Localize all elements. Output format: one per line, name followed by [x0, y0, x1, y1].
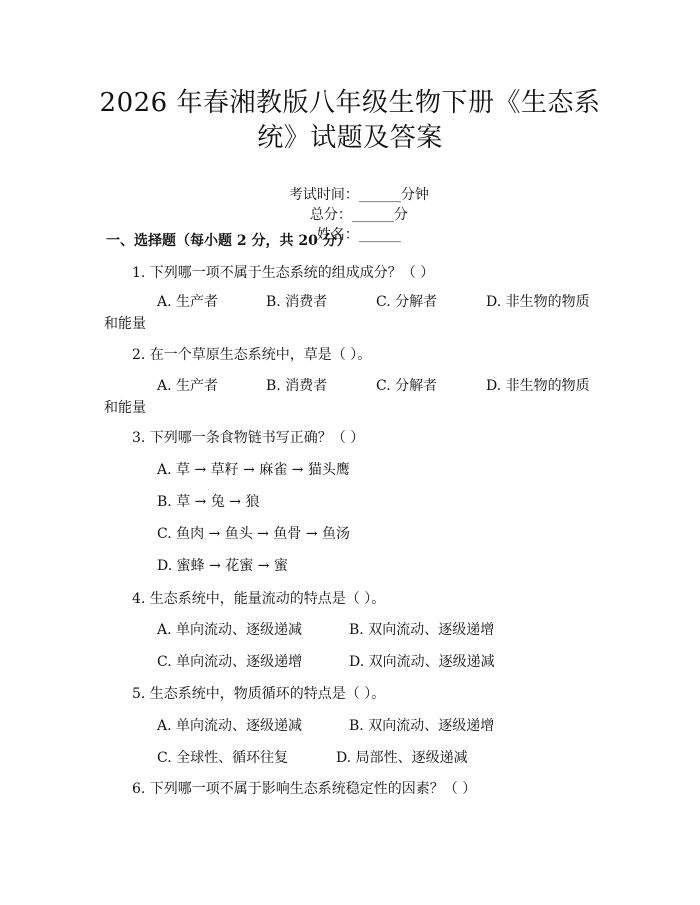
page-title-line1: 2026 年春湘教版八年级生物下册《生态系 — [99, 88, 601, 118]
question-5-option-a: A. 单向流动、逐级递减 — [157, 718, 303, 734]
page-title-line2: 统》试题及答案 — [257, 123, 443, 153]
question-3-option-a: A. 草 → 草籽 → 麻雀 → 猫头鹰 — [157, 462, 350, 478]
question-1-option-d-continuation: 和能量 — [104, 316, 146, 332]
question-5-option-c: C. 全球性、循环往复 — [157, 750, 289, 766]
question-2-option-d: D. 非生物的物质 — [486, 378, 590, 394]
question-5-stem: 5. 生态系统中，物质循环的特点是（ ）。 — [132, 686, 386, 702]
question-1-option-b: B. 消费者 — [266, 294, 328, 310]
question-4-option-b: B. 双向流动、逐级递增 — [349, 622, 495, 638]
question-4-option-c: C. 单向流动、逐级递增 — [157, 654, 303, 670]
question-3-option-b: B. 草 → 兔 → 狼 — [157, 494, 260, 510]
question-2-option-b: B. 消费者 — [266, 378, 328, 394]
question-1-option-a: A. 生产者 — [157, 294, 219, 310]
question-3-stem: 3. 下列哪一条食物链书写正确？（ ） — [132, 430, 365, 446]
question-1-option-c: C. 分解者 — [376, 294, 438, 310]
question-2-stem: 2. 在一个草原生态系统中，草是（ ）。 — [132, 347, 372, 363]
question-2-option-c: C. 分解者 — [376, 378, 438, 394]
question-1-stem: 1. 下列哪一项不属于生态系统的组成成分？（ ） — [132, 265, 435, 281]
question-3-option-c: C. 鱼肉 → 鱼头 → 鱼骨 → 鱼汤 — [157, 526, 351, 542]
question-2-option-d-continuation: 和能量 — [104, 400, 146, 416]
question-3-option-d: D. 蜜蜂 → 花蜜 → 蜜 — [157, 558, 288, 574]
question-5-option-b: B. 双向流动、逐级递增 — [349, 718, 495, 734]
question-4-stem: 4. 生态系统中，能量流动的特点是（ ）。 — [132, 591, 386, 607]
question-4-option-a: A. 单向流动、逐级递减 — [157, 622, 303, 638]
question-4-option-d: D. 双向流动、逐级递减 — [349, 654, 495, 670]
question-6-stem: 6. 下列哪一项不属于影响生态系统稳定性的因素？（ ） — [132, 781, 477, 797]
question-5-option-d: D. 局部性、逐级递减 — [336, 750, 468, 766]
total-score-field: 总分：______分 — [309, 207, 408, 223]
name-field: 姓名：______ — [316, 227, 401, 243]
question-2-option-a: A. 生产者 — [157, 378, 219, 394]
exam-time-field: 考试时间：______分钟 — [288, 187, 429, 203]
section-heading-choice: 一、选择题（每小题 2 分，共 20 分） — [106, 233, 351, 249]
question-1-option-d: D. 非生物的物质 — [486, 294, 590, 310]
